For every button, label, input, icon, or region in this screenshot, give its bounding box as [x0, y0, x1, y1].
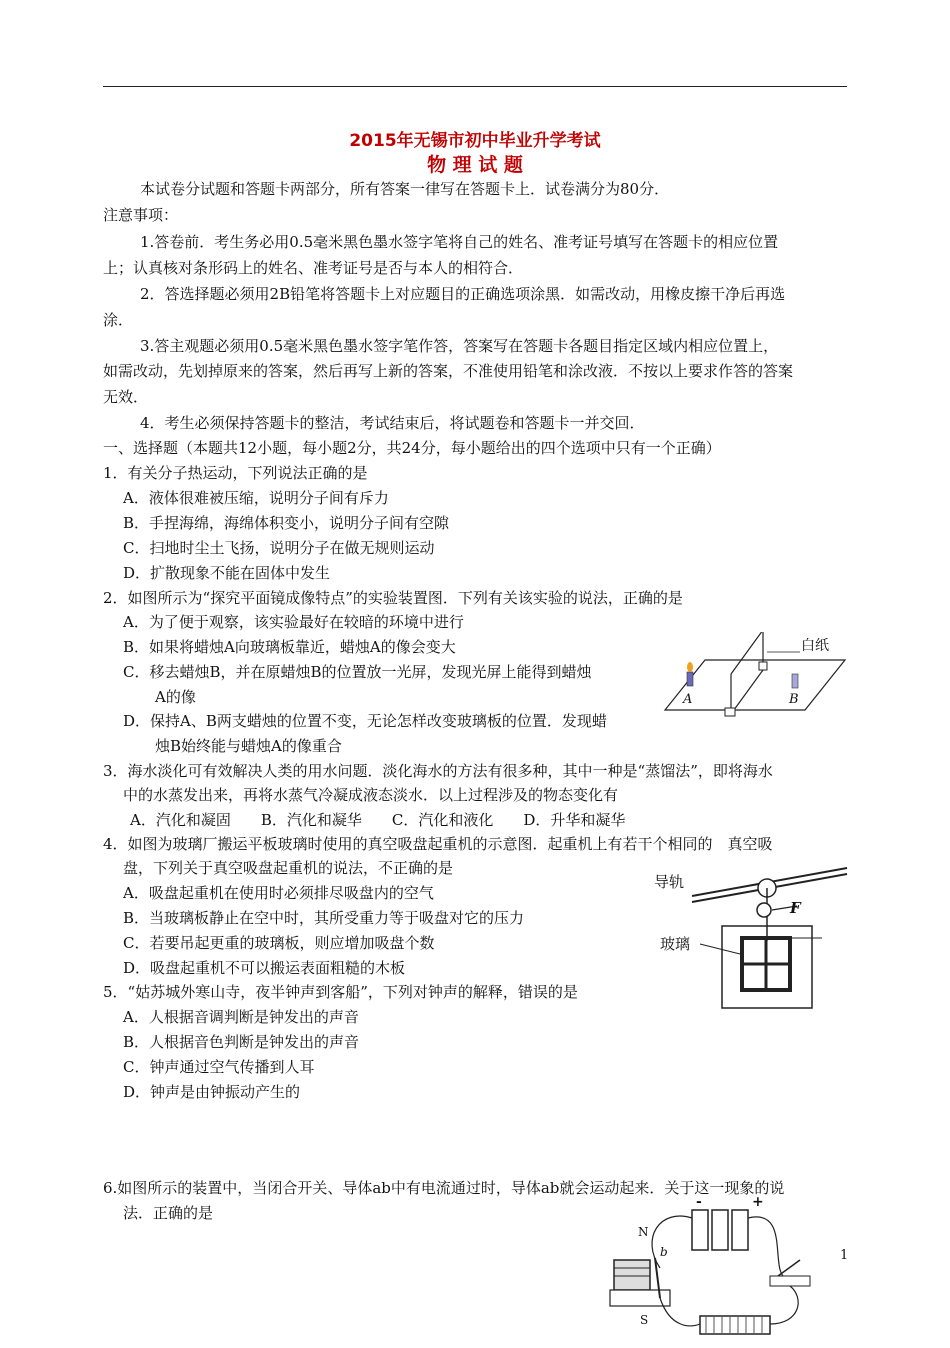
q5-option-b: B．人根据音色判断是钟发出的声音	[123, 1033, 360, 1051]
q3-stem-2: 中的水蒸发出来，再将水蒸气冷凝成液态淡水．以上过程涉及的物态变化有	[123, 786, 619, 804]
intro-text: 本试卷分试题和答题卡两部分，所有答案一律写在答题卡上．试卷满分为80分．	[140, 180, 670, 198]
q2-stem: 2．如图所示为“探究平面镜成像特点”的实验装置图．下列有关该实验的说法，正确的是	[103, 589, 683, 607]
suction-crane-figure	[652, 866, 852, 1016]
q5-option-d: D．钟声是由钟振动产生的	[123, 1083, 301, 1101]
q2-option-c1: C．移去蜡烛B，并在原蜡烛B的位置放一光屏，发现光屏上能得到蜡烛	[123, 663, 592, 681]
q1-stem: 1．有关分子热运动，下列说法正确的是	[103, 464, 368, 482]
fig-label-paper: 白纸	[801, 638, 829, 654]
notice-item-3a: 3.答主观题必须用0.5毫米黑色墨水签字笔作答，答案写在答题卡各题目指定区域内相应位置上，	[140, 337, 779, 355]
fig-label-a: A	[683, 692, 693, 707]
mirror-experiment-figure	[655, 632, 855, 742]
q5-option-c: C．钟声通过空气传播到人耳	[123, 1058, 315, 1076]
exam-subtitle: 物 理 试 题	[427, 154, 523, 176]
q5-stem: 5．“姑苏城外寒山寺，夜半钟声到客船”，下列对钟声的解释，错误的是	[103, 983, 578, 1001]
notice-item-2a: 2．答选择题必须用2B铅笔将答题卡上对应题目的正确选项涂黑．如需改动，用橡皮擦干净后再选	[140, 285, 786, 303]
section-heading: 一、选择题（本题共12小题，每小题2分，共24分，每小题给出的四个选项中只有一个正确）	[103, 439, 721, 457]
q2-option-d2: 烛B始终能与蜡烛A的像重合	[155, 737, 342, 755]
notice-item-3b: 如需改动，先划掉原来的答案，然后再写上新的答案，不准使用铅笔和涂改液．不按以上要求作答的答案	[103, 362, 794, 380]
page-number: 1	[840, 1248, 849, 1263]
header-rule	[103, 86, 847, 87]
q4-option-b: B．当玻璃板静止在空中时，其所受重力等于吸盘对它的压力	[123, 909, 525, 927]
q1-option-b: B．手捏海绵，海绵体积变小，说明分子间有空隙	[123, 514, 450, 532]
fig-label-b-conductor: b	[660, 1245, 668, 1259]
q4-option-c: C．若要吊起更重的玻璃板，则应增加吸盘个数	[123, 934, 435, 952]
q4-stem-1: 4．如图为玻璃厂搬运平板玻璃时使用的真空吸盘起重机的示意图．起重机上有若干个相同的 真空吸	[103, 835, 773, 853]
q2-option-b: B．如果将蜡烛A向玻璃板靠近，蜡烛A的像会变大	[123, 638, 456, 656]
fig-label-b: B	[789, 692, 799, 707]
notice-item-2b: 涂．	[103, 311, 134, 329]
fig-label-glass: 玻璃	[660, 935, 691, 953]
exam-title: 2015年无锡市初中毕业升学考试	[349, 131, 601, 151]
fig-label-minus: -	[696, 1194, 702, 1210]
q2-option-a: A．为了便于观察，该实验最好在较暗的环境中进行	[123, 613, 464, 631]
q2-option-c2: A的像	[155, 688, 196, 706]
q5-option-a: A．人根据音调判断是钟发出的声音	[123, 1008, 359, 1026]
notice-item-1a: 1.答卷前．考生务必用0.5毫米黑色墨水签字笔将自己的姓名、准考证号填写在答题卡的相应位置	[140, 233, 779, 251]
q1-option-a: A．液体很难被压缩，说明分子间有斥力	[123, 489, 389, 507]
q4-option-a: A．吸盘起重机在使用时必须排尽吸盘内的空气	[123, 884, 434, 902]
notice-item-4: 4．考生必须保持答题卡的整洁，考试结束后，将试题卷和答题卡一并交回．	[140, 414, 645, 432]
fig-label-s: S	[640, 1313, 649, 1327]
q4-option-d: D．吸盘起重机不可以搬运表面粗糙的木板	[123, 959, 406, 977]
fig-label-plus: +	[752, 1194, 764, 1210]
fig-label-rail: 导轨	[654, 873, 685, 891]
circuit-figure	[600, 1194, 840, 1344]
q1-option-c: C．扫地时尘土飞扬，说明分子在做无规则运动	[123, 539, 435, 557]
q2-option-d1: D．保持A、B两支蜡烛的位置不变，无论怎样改变玻璃板的位置．发现蜡	[123, 712, 607, 730]
fig-label-n: N	[638, 1225, 649, 1239]
q4-stem-2: 盘，下列关于真空吸盘起重机的说法，不正确的是	[123, 859, 454, 877]
q1-option-d: D．扩散现象不能在固体中发生	[123, 564, 331, 582]
fig-label-force: F	[790, 899, 801, 917]
q3-stem-1: 3．海水淡化可有效解决人类的用水问题．淡化海水的方法有很多种，其中一种是“蒸馏法”，即将海水	[103, 762, 773, 780]
notice-item-1b: 上；认真核对条形码上的姓名、准考证号是否与本人的相符合．	[103, 259, 524, 277]
q6-stem-1: 6.如图所示的装置中，当闭合开关、导体ab中有电流通过时，导体ab就会运动起来．关于这一现象的说	[103, 1179, 785, 1197]
q3-options: A．汽化和凝固 B．汽化和凝华 C．汽化和液化 D．升华和凝华	[130, 811, 626, 829]
notice-item-3c: 无效．	[103, 388, 149, 406]
q6-stem-2: 法．正确的是	[123, 1204, 214, 1222]
notice-heading: 注意事项：	[103, 206, 179, 224]
